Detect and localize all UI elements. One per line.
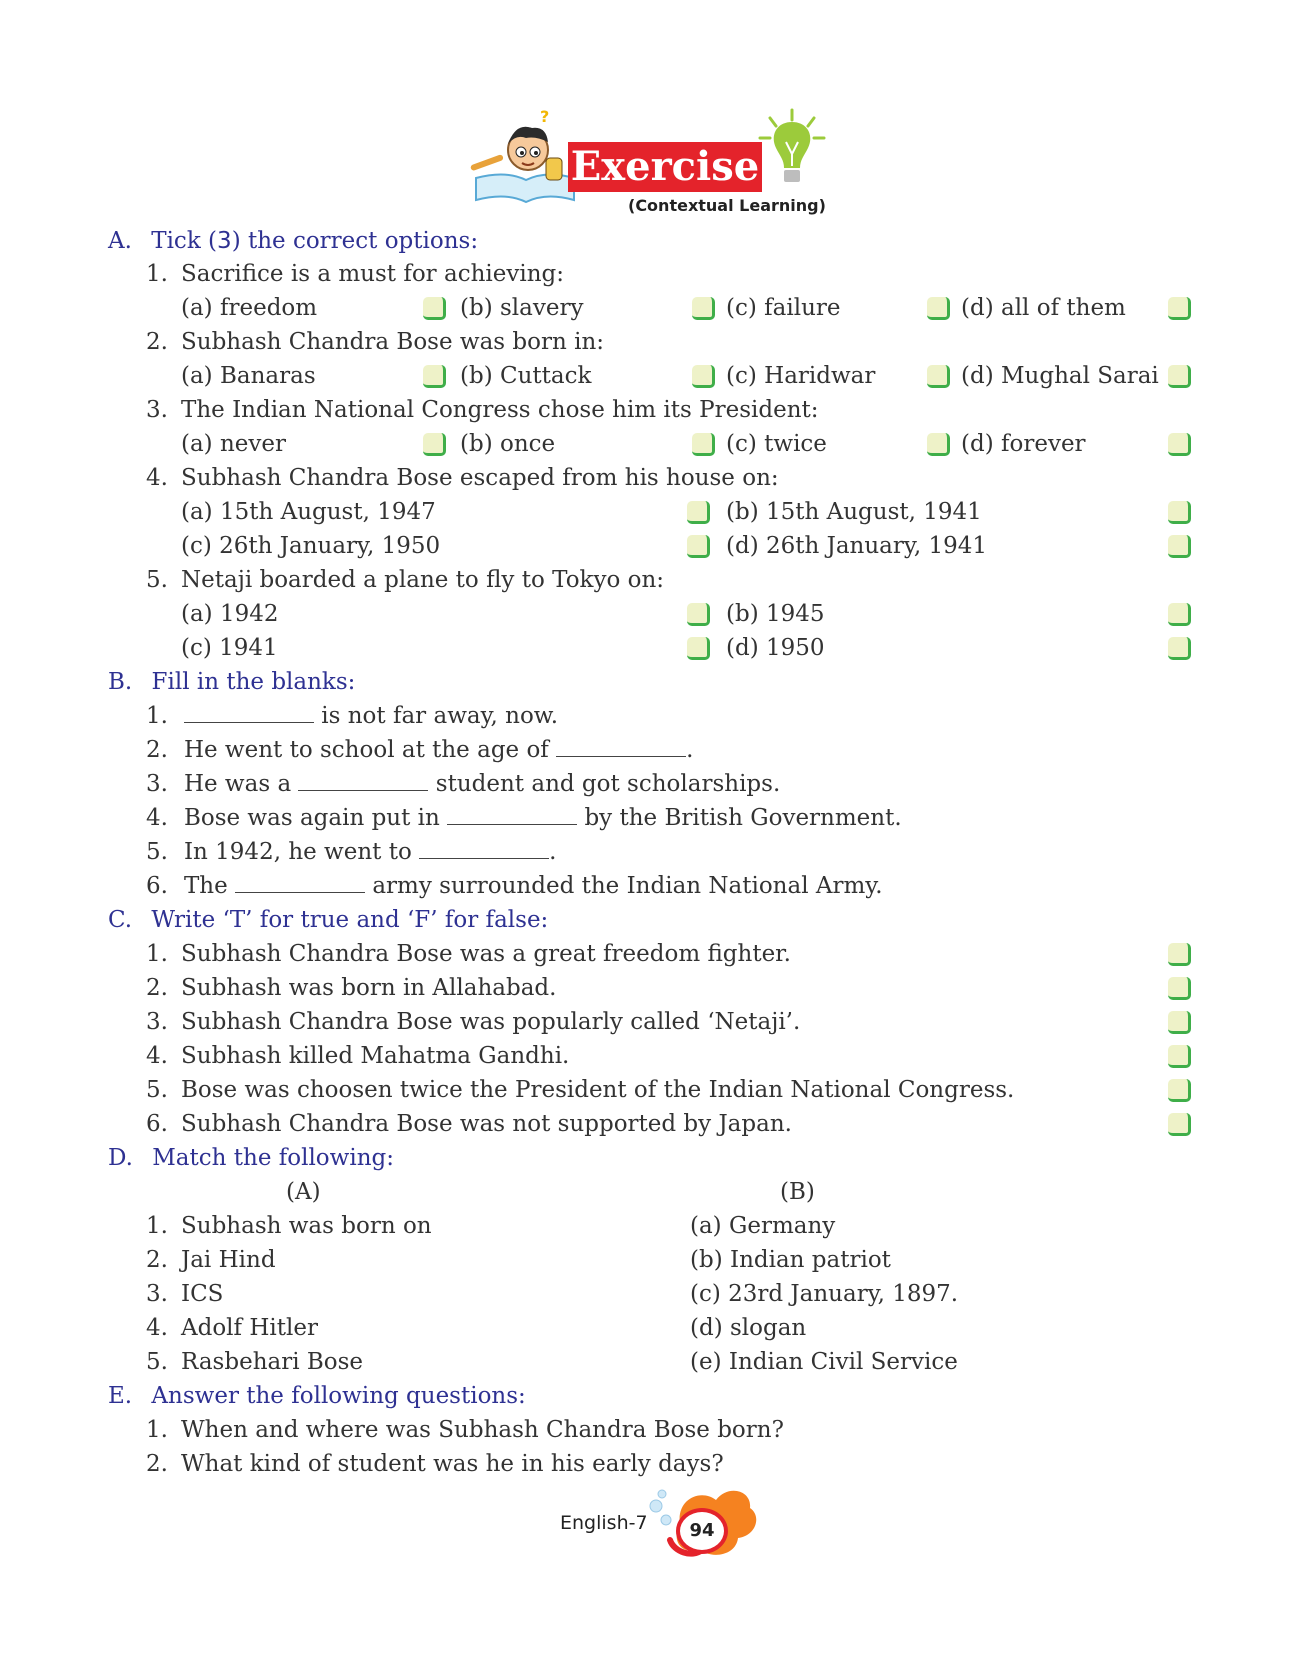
- section-d-heading: [108, 1143, 394, 1173]
- section-a-title-pre: Tick (: [151, 228, 218, 254]
- blank-line[interactable]: [556, 738, 686, 757]
- item-num: 5.: [146, 1349, 168, 1375]
- answer-box[interactable]: [1168, 1045, 1191, 1068]
- option-label: (b) 1945: [726, 601, 825, 627]
- blank-after: .: [686, 737, 694, 763]
- section-b-title: Fill in the blanks:: [151, 669, 356, 695]
- option-checkbox[interactable]: [687, 535, 710, 558]
- option-label: (b) slavery: [460, 295, 584, 321]
- item-num: 6.: [146, 873, 168, 899]
- item-num: 4.: [146, 1315, 168, 1341]
- answer-box[interactable]: [1168, 977, 1191, 1000]
- option-label: (d) 26th January, 1941: [726, 533, 987, 559]
- item-num: 4.: [146, 805, 168, 831]
- option-checkbox[interactable]: [423, 365, 446, 388]
- section-e-heading: [108, 1381, 526, 1411]
- blank-line[interactable]: [298, 772, 428, 791]
- item-num: 5.: [146, 1077, 168, 1103]
- match-left: Adolf Hitler: [181, 1315, 318, 1341]
- answer-box[interactable]: [1168, 943, 1191, 966]
- question-text: Subhash Chandra Bose escaped from his house on:: [181, 465, 779, 491]
- column-a-header: (A): [286, 1179, 321, 1205]
- question-text: When and where was Subhash Chandra Bose born?: [181, 1417, 784, 1443]
- item-num: 3.: [146, 771, 168, 797]
- blank-item: [146, 803, 902, 833]
- option-checkbox[interactable]: [927, 433, 950, 456]
- option-label: (b) once: [460, 431, 556, 457]
- statement-text: Bose was choosen twice the President of the Indian National Congress.: [181, 1077, 1015, 1103]
- blank-before: In 1942, he went to: [183, 839, 420, 865]
- option-checkbox[interactable]: [1168, 603, 1191, 626]
- blank-item: [146, 837, 556, 867]
- option-checkbox[interactable]: [687, 637, 710, 660]
- option-checkbox[interactable]: [1168, 297, 1191, 320]
- item-num: 4.: [146, 1043, 168, 1069]
- blank-before: Bose was again put in: [183, 805, 448, 831]
- answer-box[interactable]: [1168, 1079, 1191, 1102]
- option-label: (b) 15th August, 1941: [726, 499, 982, 525]
- blank-before: He went to school at the age of: [183, 737, 557, 763]
- question-num: 2.: [146, 329, 168, 355]
- match-right: (b) Indian patriot: [690, 1247, 891, 1273]
- blank-after: by the British Government.: [577, 805, 902, 831]
- answer-box[interactable]: [1168, 1011, 1191, 1034]
- option-label: (d) 1950: [726, 635, 825, 661]
- option-label: (c) Haridwar: [726, 363, 876, 389]
- svg-text:?: ?: [540, 108, 550, 126]
- option-label: (d) forever: [961, 431, 1086, 457]
- match-left: Rasbehari Bose: [181, 1349, 364, 1375]
- option-label: (a) freedom: [181, 295, 318, 321]
- blank-after: .: [549, 839, 557, 865]
- section-e-letter: E.: [108, 1383, 133, 1409]
- option-checkbox[interactable]: [1168, 433, 1191, 456]
- item-num: 2.: [146, 975, 168, 1001]
- option-checkbox[interactable]: [423, 297, 446, 320]
- match-right: (e) Indian Civil Service: [690, 1349, 958, 1375]
- section-a-letter: A.: [108, 228, 132, 254]
- item-num: 3.: [146, 1281, 168, 1307]
- match-left: Jai Hind: [181, 1247, 276, 1273]
- tick-mark-icon: 3: [217, 228, 232, 254]
- item-num: 1.: [146, 941, 168, 967]
- item-num: 1.: [146, 703, 168, 729]
- question-text: Netaji boarded a plane to fly to Tokyo on:: [181, 567, 665, 593]
- exercise-banner: Exercise: [568, 142, 762, 192]
- section-d-title: Match the following:: [152, 1145, 394, 1171]
- section-c-heading: [108, 905, 548, 935]
- statement-text: Subhash killed Mahatma Gandhi.: [181, 1043, 570, 1069]
- item-num: 1.: [146, 1417, 168, 1443]
- blank-line[interactable]: [419, 840, 549, 859]
- option-label: (c) failure: [726, 295, 841, 321]
- item-num: 3.: [146, 1009, 168, 1035]
- section-d-letter: D.: [108, 1145, 133, 1171]
- question-num: 5.: [146, 567, 168, 593]
- statement-text: Subhash Chandra Bose was popularly called ‘Netaji’.: [181, 1009, 801, 1035]
- statement-text: Subhash Chandra Bose was a great freedom fighter.: [181, 941, 791, 967]
- section-b-heading: [108, 667, 355, 697]
- section-a-title-post: ) the correct options:: [231, 228, 479, 254]
- match-left: ICS: [181, 1281, 224, 1307]
- match-right: (d) slogan: [690, 1315, 807, 1341]
- item-num: 2.: [146, 1247, 168, 1273]
- question-num: 1.: [146, 261, 168, 287]
- blank-line[interactable]: [184, 704, 314, 723]
- blank-item: [146, 769, 780, 799]
- option-label: (c) 1941: [181, 635, 278, 661]
- section-c-title: Write ‘T’ for true and ‘F’ for false:: [151, 907, 549, 933]
- option-label: (a) 15th August, 1947: [181, 499, 436, 525]
- option-checkbox[interactable]: [692, 433, 715, 456]
- option-label: (d) all of them: [961, 295, 1126, 321]
- option-label: (d) Mughal Sarai: [961, 363, 1159, 389]
- option-label: (a) Banaras: [181, 363, 316, 389]
- section-c-letter: C.: [108, 907, 133, 933]
- blank-before: He was a: [183, 771, 299, 797]
- blank-item: [146, 871, 883, 901]
- option-label: (a) 1942: [181, 601, 279, 627]
- option-checkbox[interactable]: [423, 433, 446, 456]
- section-a-heading: [108, 226, 478, 256]
- item-num: 2.: [146, 737, 168, 763]
- option-checkbox[interactable]: [1168, 501, 1191, 524]
- section-b-letter: B.: [108, 669, 133, 695]
- blank-item: [146, 701, 558, 731]
- option-label: (a) never: [181, 431, 286, 457]
- option-label: (c) twice: [726, 431, 827, 457]
- match-left: Subhash was born on: [181, 1213, 432, 1239]
- question-text: What kind of student was he in his early days?: [181, 1451, 724, 1477]
- option-checkbox[interactable]: [692, 365, 715, 388]
- question-text: Sacrifice is a must for achieving:: [181, 261, 564, 287]
- blank-after: is not far away, now.: [313, 703, 559, 729]
- item-num: 6.: [146, 1111, 168, 1137]
- blank-item: [146, 735, 693, 765]
- lightbulb-icon: [758, 108, 826, 192]
- page-number: 94: [676, 1508, 728, 1554]
- cartoon-boy-icon: [466, 108, 578, 204]
- option-checkbox[interactable]: [1168, 637, 1191, 660]
- item-num: 2.: [146, 1451, 168, 1477]
- option-checkbox[interactable]: [687, 501, 710, 524]
- option-label: (b) Cuttack: [460, 363, 592, 389]
- match-right: (a) Germany: [690, 1213, 836, 1239]
- option-checkbox[interactable]: [692, 297, 715, 320]
- answer-box[interactable]: [1168, 1113, 1191, 1136]
- blank-after: student and got scholarships.: [428, 771, 781, 797]
- item-num: 5.: [146, 839, 168, 865]
- blank-before: The: [183, 873, 236, 899]
- column-b-header: (B): [780, 1179, 815, 1205]
- statement-text: Subhash was born in Allahabad.: [181, 975, 557, 1001]
- option-label: (c) 26th January, 1950: [181, 533, 441, 559]
- question-text: Subhash Chandra Bose was born in:: [181, 329, 605, 355]
- option-checkbox[interactable]: [1168, 535, 1191, 558]
- book-title: English-7: [560, 1512, 648, 1534]
- blank-line[interactable]: [447, 806, 577, 825]
- question-num: 4.: [146, 465, 168, 491]
- question-text: The Indian National Congress chose him its President:: [181, 397, 819, 423]
- blank-after: army surrounded the Indian National Army.: [365, 873, 883, 899]
- option-checkbox[interactable]: [687, 603, 710, 626]
- option-checkbox[interactable]: [1168, 365, 1191, 388]
- option-checkbox[interactable]: [927, 365, 950, 388]
- item-num: 1.: [146, 1213, 168, 1239]
- blank-line[interactable]: [235, 874, 365, 893]
- question-num: 3.: [146, 397, 168, 423]
- statement-text: Subhash Chandra Bose was not supported by Japan.: [181, 1111, 792, 1137]
- section-e-title: Answer the following questions:: [151, 1383, 526, 1409]
- option-checkbox[interactable]: [927, 297, 950, 320]
- match-right: (c) 23rd January, 1897.: [690, 1281, 959, 1307]
- exercise-subtitle: (Contextual Learning): [628, 196, 826, 215]
